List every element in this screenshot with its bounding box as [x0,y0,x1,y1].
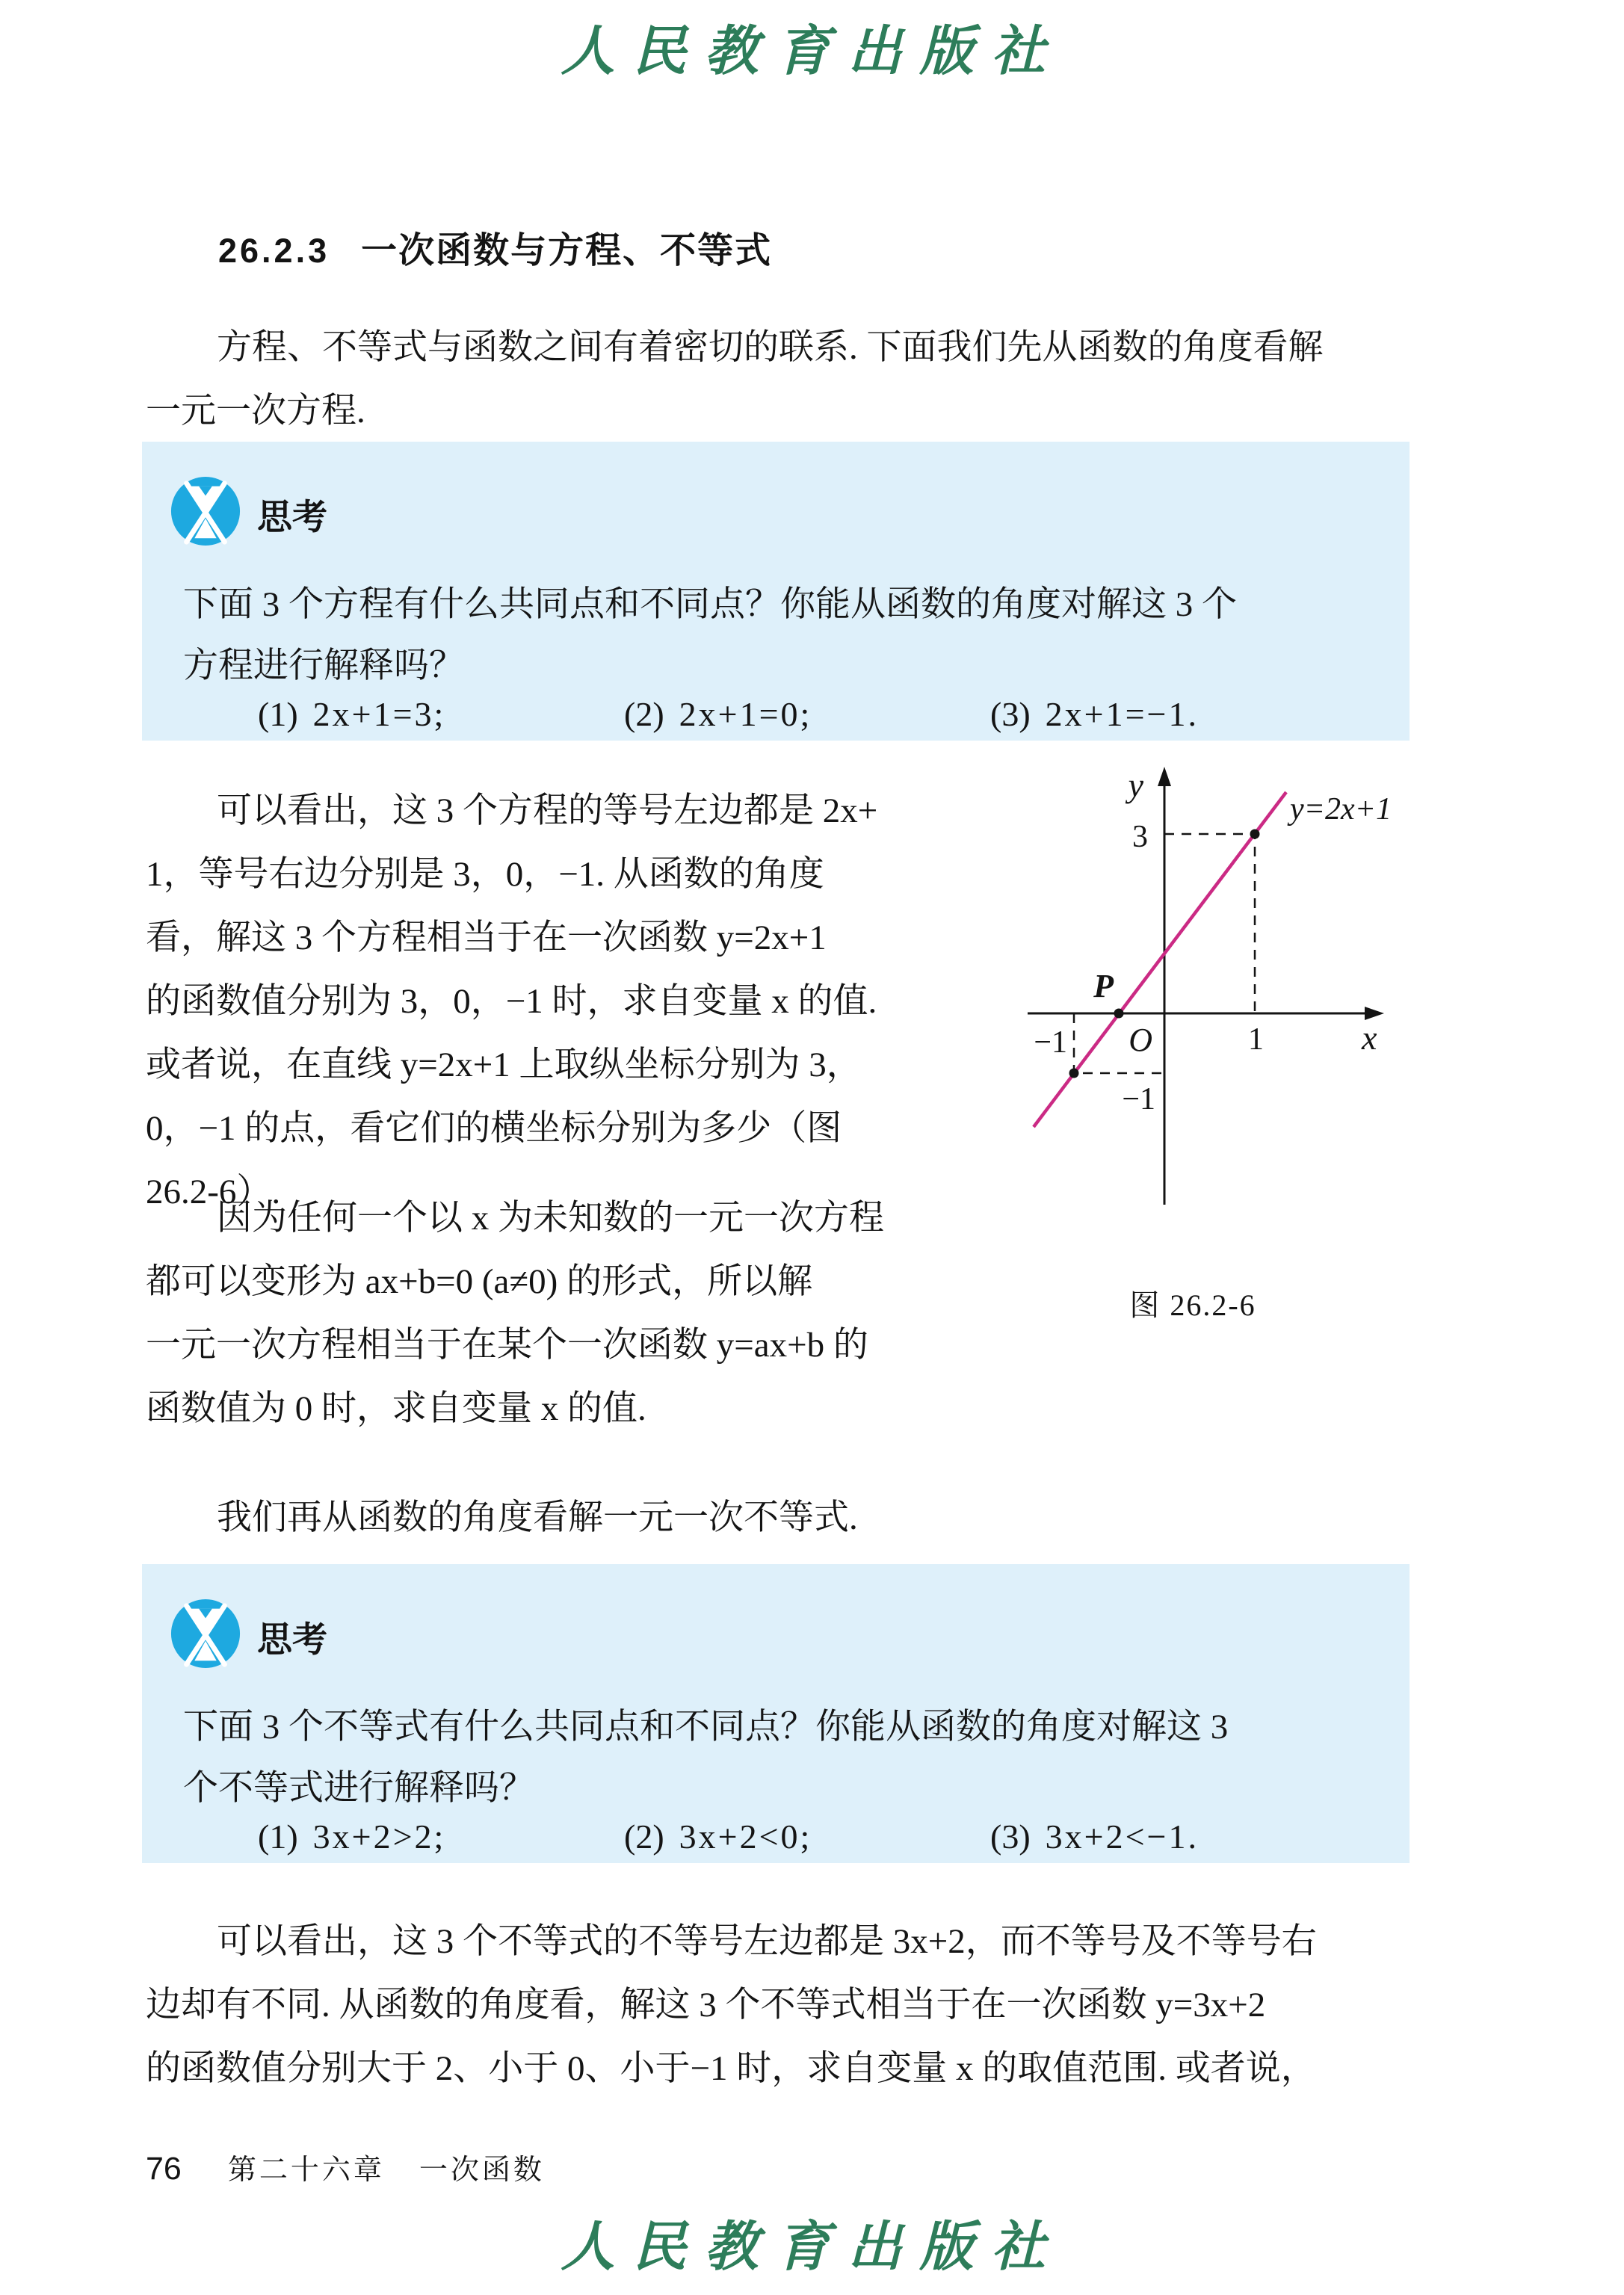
y-axis-arrow [1158,767,1171,786]
intro-line: 方程、不等式与函数之间有着密切的联系. 下面我们先从函数的角度看解 [217,328,1324,367]
think-question-line: 下面 3 个方程有什么共同点和不同点？你能从函数的角度对解这 3 个 [183,585,1237,624]
page-footer [146,2146,545,2187]
inequality-2: (2) 3x+2<0; [624,1817,812,1856]
equation-row [142,694,1410,739]
inequality-row [142,1817,1410,1862]
hourglass-icon [169,475,242,548]
body-line: 因为任何一个以 x 为未知数的一元一次方程 [217,1199,884,1238]
body-line: 1，等号右边分别是 3，0，−1. 从函数的角度 [146,855,824,894]
footer-chapter: 第二十六章 [227,2155,385,2186]
section-title: 一次函数与方程、不等式 [361,231,773,271]
footer-chapter-title: 一次函数 [419,2155,545,2186]
point-neg1-neg1 [1069,1069,1079,1078]
body-line: 可以看出，这 3 个方程的等号左边都是 2x+ [217,791,878,830]
body-paragraph-3: 我们再从函数的角度看解一元一次不等式. [217,1498,858,1537]
body-line: 26.2-6）. [146,1173,281,1211]
equation-2: (2) 2x+1=0; [624,695,812,733]
body-line: 边却有不同. 从函数的角度看，解这 3 个不等式相当于在一次函数 y=3x+2 [146,1986,1266,2024]
publisher-logo-bottom: 人民教育出版社 [561,2217,1063,2277]
body-line: 一元一次方程相当于在某个一次函数 y=ax+b 的 [146,1326,868,1365]
point-P-label: P [1093,968,1114,1004]
body-paragraph-1 [146,779,1013,1224]
function-graph-figure [994,756,1457,1235]
body-line: 或者说，在直线 y=2x+1 上取纵坐标分别为 3， [146,1045,862,1084]
body-line: 看，解这 3 个方程相当于在一次函数 y=2x+1 [146,918,827,957]
hourglass-icon [169,1597,242,1670]
think-box-equations [142,442,1410,741]
inequality-3: (3) 3x+2<−1. [990,1817,1199,1856]
page-number: 76 [146,2151,182,2187]
think-box-inequalities [142,1564,1410,1863]
y-axis-label: y [1128,766,1143,804]
think-label: 思考 [257,497,327,537]
point-1-3 [1250,830,1260,839]
inequality-1: (1) 3x+2>2; [258,1817,446,1856]
body-line: 都可以变形为 ax+b=0 (a≠0) 的形式，所以解 [146,1262,813,1301]
body-paragraph-2 [146,1187,1013,1441]
body-line: 可以看出，这 3 个不等式的不等号左边都是 3x+2，而不等号及不等号右 [217,1922,1317,1961]
line-equation-label: y=2x+1 [1290,792,1392,827]
equation-1: (1) 2x+1=3; [258,695,446,733]
publisher-logo-top: 人民教育出版社 [561,22,1063,81]
body-paragraph-4 [146,1910,1469,2101]
origin-label: O [1129,1022,1152,1058]
think-question-line: 个不等式进行解释吗？ [183,1769,534,1808]
section-number: 26.2.3 [218,232,330,270]
intro-paragraph [146,316,1461,443]
section-heading [218,221,772,273]
tick-label-neg1-x: −1 [1034,1025,1067,1060]
figure-caption: 图 26.2-6 [1129,1288,1256,1322]
think-question-line: 下面 3 个不等式有什么共同点和不同点？你能从函数的角度对解这 3 [183,1708,1229,1746]
body-line: 函数值为 0 时，求自变量 x 的值. [146,1389,646,1428]
think-question-line: 方程进行解释吗？ [183,646,464,685]
tick-label-3: 3 [1132,820,1148,854]
think-label: 思考 [257,1619,327,1659]
body-line: 的函数值分别为 3，0，−1 时，求自变量 x 的值. [146,982,877,1021]
x-axis-label: x [1362,1019,1377,1057]
body-line: 的函数值分别大于 2、小于 0、小于−1 时，求自变量 x 的取值范围. 或者说， [146,2049,1316,2088]
equation-3: (3) 2x+1=−1. [990,695,1199,733]
intro-line: 一元一次方程. [146,392,365,430]
tick-label-1: 1 [1248,1022,1264,1057]
point-P [1114,1009,1124,1019]
dashed-guide-point-1-3 [1164,834,1255,1013]
tick-label-neg1-y: −1 [1122,1082,1155,1116]
body-line: 0，−1 的点，看它们的横坐标分别为多少（图 [146,1109,842,1148]
